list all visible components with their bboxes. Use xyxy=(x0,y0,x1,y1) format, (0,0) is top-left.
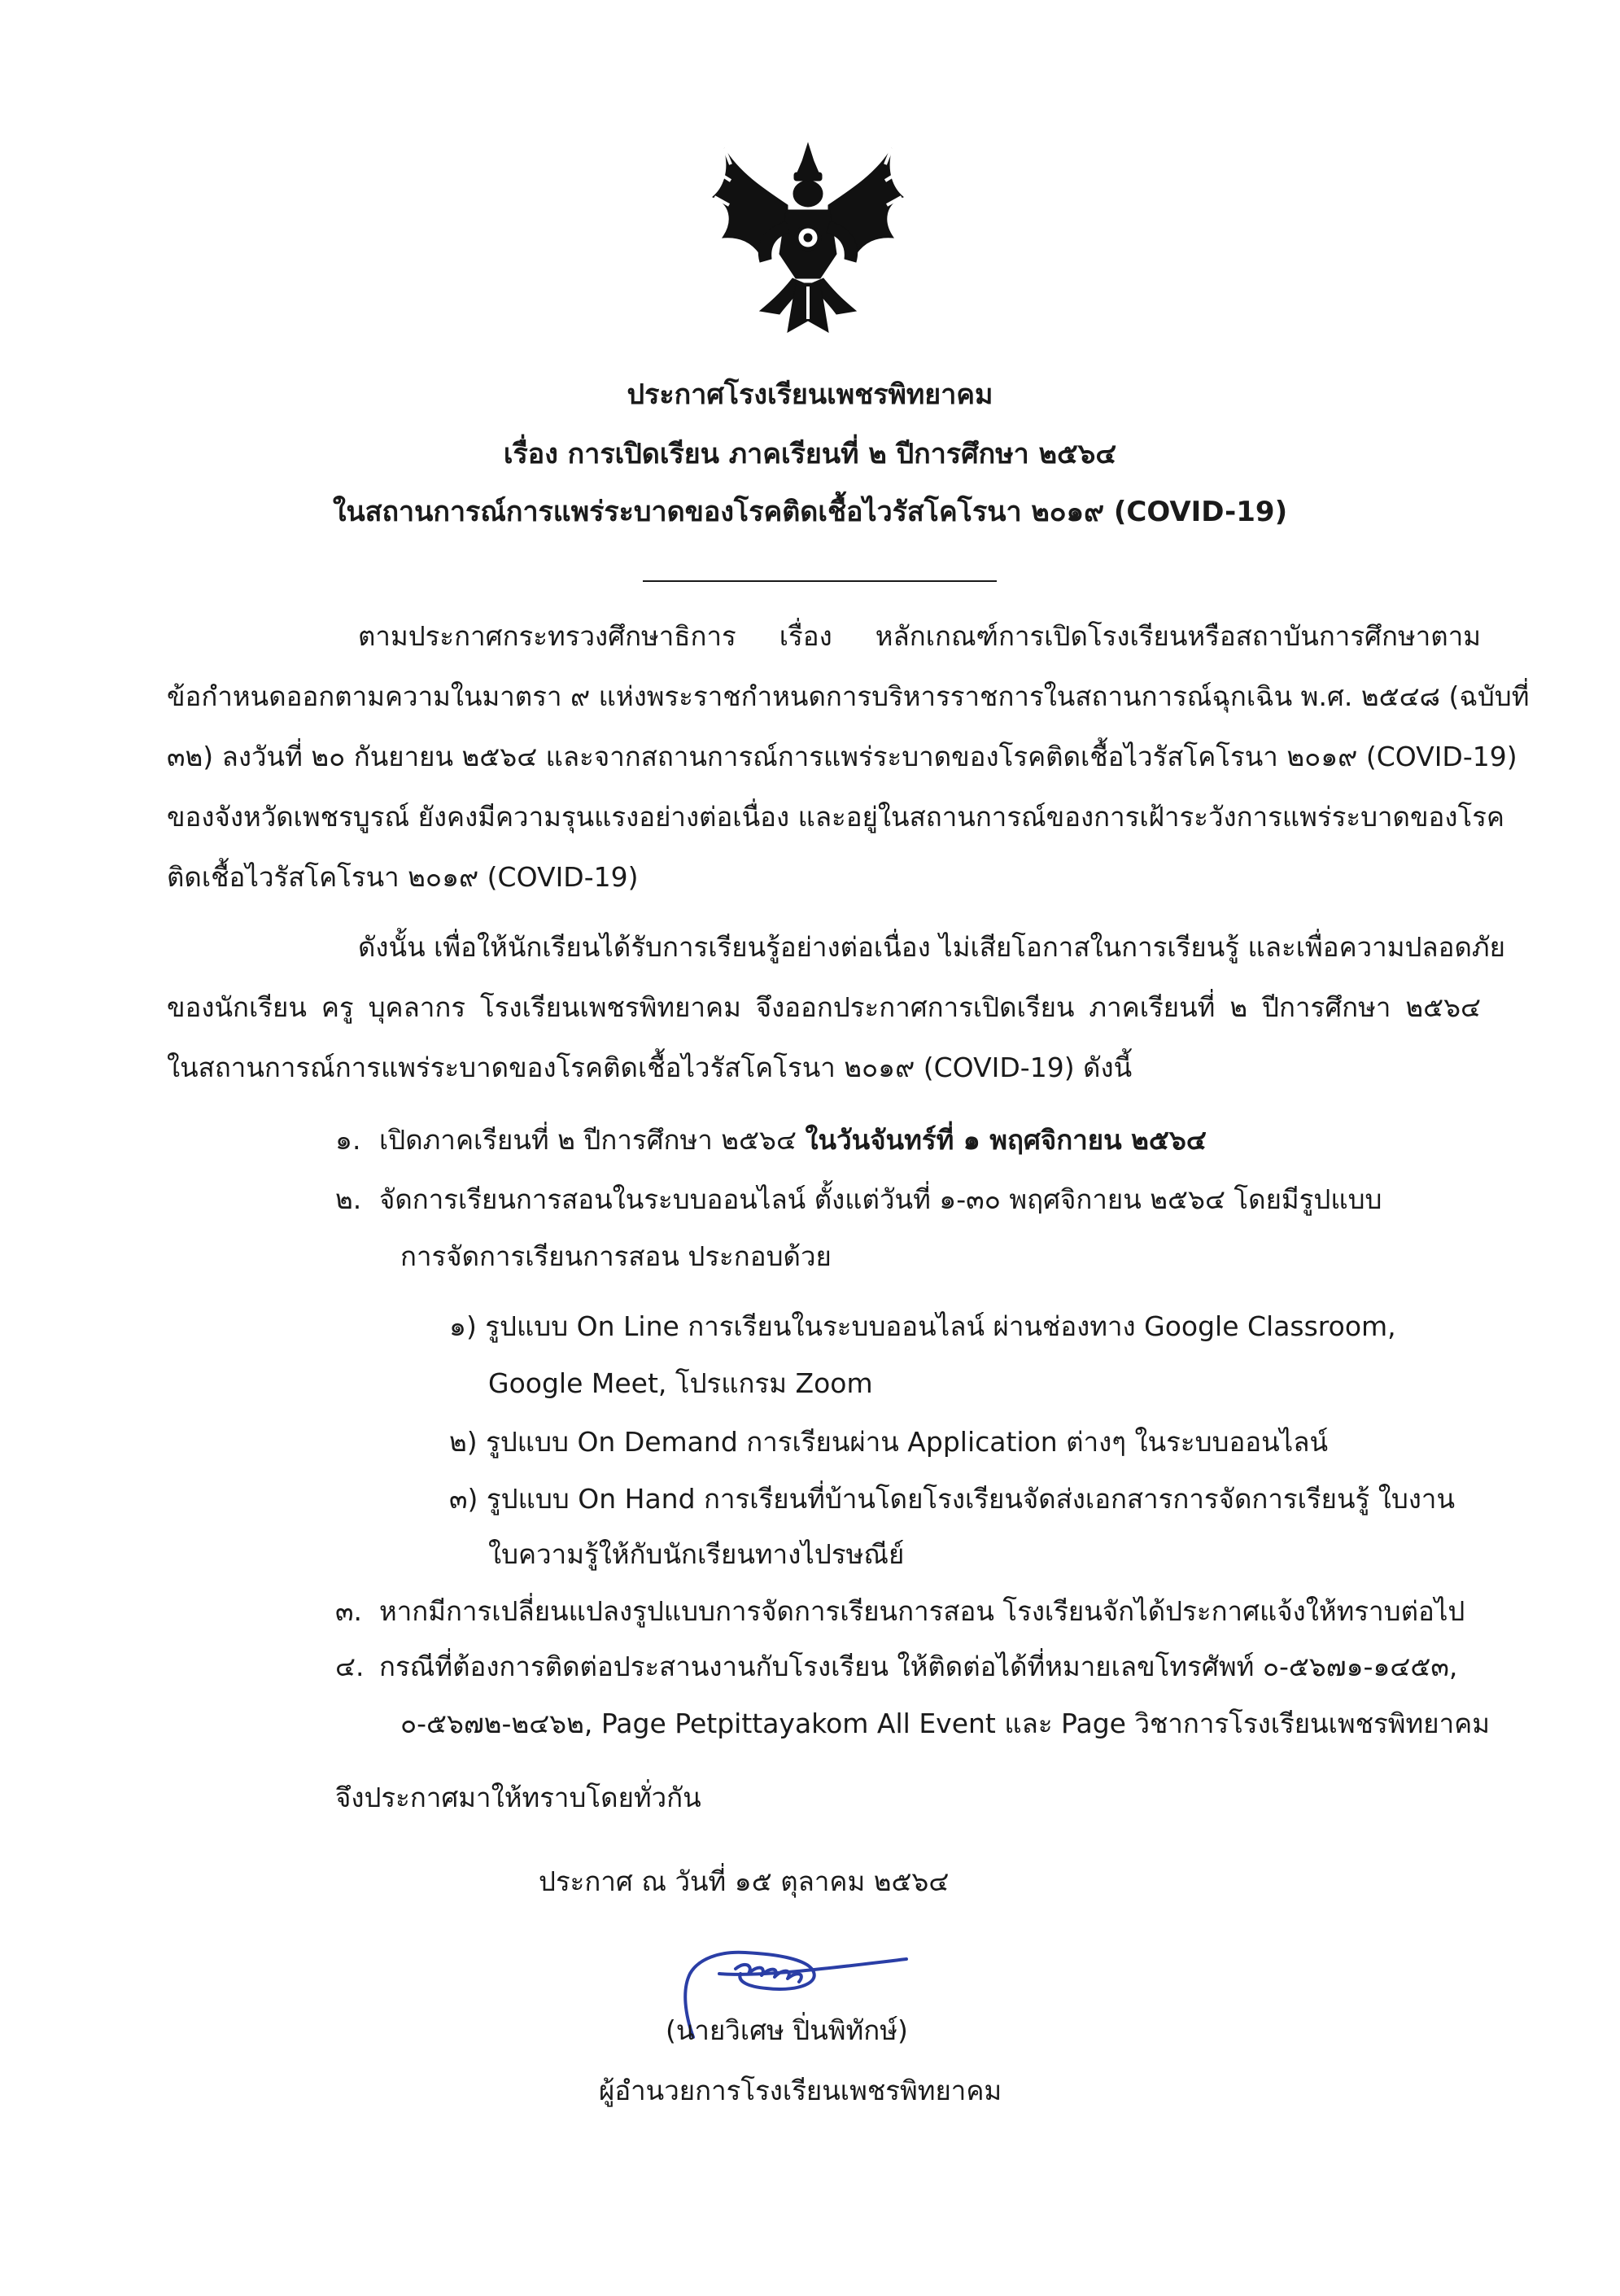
closing-statement: จึงประกาศมาให้ทราบโดยทั่วกัน xyxy=(335,1782,701,1813)
subitem3-line1: ๓) รูปแบบ On Hand การเรียนที่บ้านโดยโรงเรียนจัดส่งเอกสารการจัดการเรียนรู้ ใบงาน xyxy=(449,1483,1456,1515)
para2-line3: ในสถานการณ์การแพร่ระบาดของโรคติดเชื้อไวรัสโคโรนา ๒๐๑๙ (COVID-19) ดังนี้ xyxy=(167,1052,1133,1083)
para1-line3: ๓๒) ลงวันที่ ๒๐ กันยายน ๒๕๖๔ และจากสถานการณ์การแพร่ระบาดของโรคติดเชื้อไวรัสโคโรนา ๒๐๑๙ (COVID-19) xyxy=(167,741,1517,772)
para2-line1: ดังนั้น เพื่อให้นักเรียนได้รับการเรียนรู้อย่างต่อเนื่อง ไม่เสียโอกาสในการเรียนรู้ และเพื่อความปลอดภัย xyxy=(358,931,1505,963)
subitem1-line1: ๑) รูปแบบ On Line การเรียนในระบบออนไลน์ ผ่านช่องทาง Google Classroom, xyxy=(449,1310,1396,1342)
item4-line1: กรณีที่ต้องการติดต่อประสานงานกับโรงเรียน ให้ติดต่อได้ที่หมายเลขโทรศัพท์ ๐-๕๖๗๑-๑๔๕๓, xyxy=(379,1651,1458,1682)
item1-normal: เปิดภาคเรียนที่ ๒ ปีการศึกษา ๒๕๖๔ xyxy=(379,1124,806,1156)
garuda-emblem-icon xyxy=(706,140,910,335)
item2-number: ๒. xyxy=(335,1183,362,1215)
para1-line4: ของจังหวัดเพชรบูรณ์ ยังคงมีความรุนแรงอย่างต่อเนื่อง และอยู่ในสถานการณ์ของการเฝ้าระวังการแพร่ระบาดของโรค xyxy=(167,801,1504,833)
item3-number: ๓. xyxy=(335,1595,363,1627)
para1-line5: ติดเชื้อไวรัสโคโรนา ๒๐๑๙ (COVID-19) xyxy=(167,861,639,893)
announcement-context: ในสถานการณ์การแพร่ระบาดของโรคติดเชื้อไวรัสโคโรนา ๒๐๑๙ (COVID-19) xyxy=(332,496,1288,528)
item4-number: ๔. xyxy=(335,1651,365,1682)
item1-number: ๑. xyxy=(335,1124,361,1156)
item1-bold: ในวันจันทร์ที่ ๑ พฤศจิกายน ๒๕๖๔ xyxy=(805,1124,1207,1156)
announcement-subject: เรื่อง การเปิดเรียน ภาคเรียนที่ ๒ ปีการศึกษา ๒๕๖๔ xyxy=(503,438,1117,470)
item4-line2: ๐-๕๖๗๒-๒๔๖๒, Page Petpittayakom All Event และ Page วิชาการโรงเรียนเพชรพิทยาคม xyxy=(400,1708,1490,1739)
title-divider xyxy=(643,580,997,582)
item1-text xyxy=(379,1124,1207,1157)
item2-line1: จัดการเรียนการสอนในระบบออนไลน์ ตั้งแต่วันที่ ๑-๓๐ พฤศจิกายน ๒๕๖๔ โดยมีรูปแบบ xyxy=(379,1183,1382,1215)
para1-line1: ตามประกาศกระทรวงศึกษาธิการ เรื่อง หลักเกณฑ์การเปิดโรงเรียนหรือสถาบันการศึกษาตาม xyxy=(358,620,1481,652)
item3-text: หากมีการเปลี่ยนแปลงรูปแบบการจัดการเรียนการสอน โรงเรียนจักได้ประกาศแจ้งให้ทราบต่อไป xyxy=(379,1595,1465,1627)
item2-line2: การจัดการเรียนการสอน ประกอบด้วย xyxy=(400,1240,832,1272)
announcement-date: ประกาศ ณ วันที่ ๑๕ ตุลาคม ๒๕๖๔ xyxy=(539,1865,950,1897)
subitem3-line2: ใบความรู้ให้กับนักเรียนทางไปรษณีย์ xyxy=(488,1538,905,1570)
signer-position: ผู้อำนวยการโรงเรียนเพชรพิทยาคม xyxy=(599,2075,1002,2106)
para1-line2: ข้อกำหนดออกตามความในมาตรา ๙ แห่งพระราชกำหนดการบริหารราชการในสถานการณ์ฉุกเฉิน พ.ศ. ๒๕๔๘ (ฉบับที่ xyxy=(167,680,1530,712)
subitem2-line1: ๒) รูปแบบ On Demand การเรียนผ่าน Application ต่างๆ ในระบบออนไลน์ xyxy=(449,1426,1329,1458)
subitem1-line2: Google Meet, โปรแกรม Zoom xyxy=(488,1367,873,1399)
announcement-title: ประกาศโรงเรียนเพชรพิทยาคม xyxy=(627,378,993,411)
signer-name: (นายวิเศษ ปิ่นพิทักษ์) xyxy=(666,2014,908,2046)
para2-line2: ของนักเรียน ครู บุคลากร โรงเรียนเพชรพิทยาคม จึงออกประกาศการเปิดเรียน ภาคเรียนที่ ๒ ปีการศึกษา ๒๕๖๔ xyxy=(167,991,1481,1023)
